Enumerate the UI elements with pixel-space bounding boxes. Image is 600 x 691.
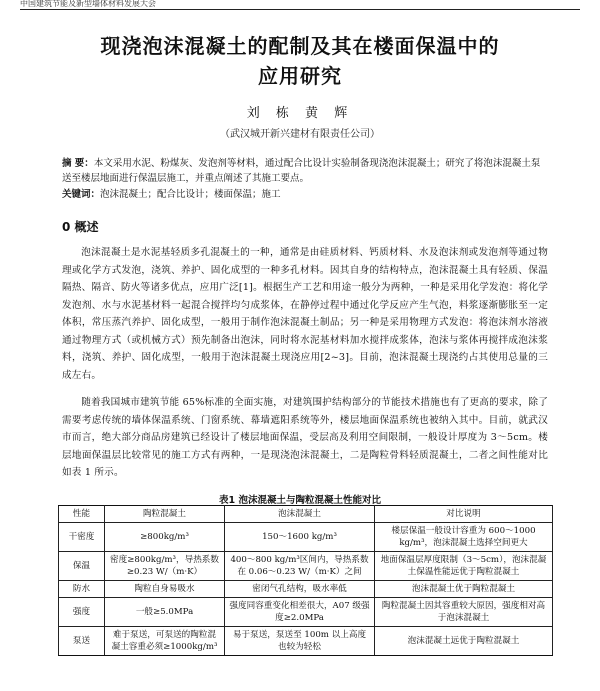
authors: 刘 栋 黄 辉: [246, 106, 354, 121]
table-row: [59, 581, 553, 598]
table-cell: 陶粒自身易吸水: [105, 581, 225, 598]
keywords-text: 泡沫混凝土；配合比设计；楼面保温；施工: [100, 189, 281, 200]
running-header: 中国建筑节能及新型墙体材料发展大会: [20, 0, 580, 10]
table-cell: 强度: [59, 598, 105, 627]
table-header-cell: 泡沫混凝土: [225, 506, 375, 523]
paper-title-line2: 应用研究: [258, 64, 342, 88]
table-cell: 一般≥5.0MPa: [105, 598, 225, 627]
table-cell: 400～800 kg/m³区间内，导热系数在 0.06～0.23 W/（m·K）之间: [225, 552, 375, 581]
table-header-cell: 对比说明: [375, 506, 553, 523]
table-header-row: [59, 506, 553, 523]
table-header-cell: 性能: [59, 506, 105, 523]
table-cell: 易于泵送，泵送至 100m 以上高度也较为轻松: [225, 627, 375, 656]
table-cell: 楼层保温一般设计容重为 600～1000 kg/m³，泡沫混凝土选择空间更大: [375, 523, 553, 552]
table-caption: 表1 泡沫混凝土与陶粒混凝土性能对比: [219, 495, 381, 506]
paper-title-line1: 现浇泡沫混凝土的配制及其在楼面保温中的: [100, 34, 500, 58]
abstract-text: 本文采用水泥、粉煤灰、发泡剂等材料，通过配合比设计实验制备现浇泡沫混凝土；研究了将泡沫混凝土泵送至楼层地面进行保温层施工，并重点阐述了其施工要点。: [62, 158, 541, 184]
table-cell: ≥800kg/m³: [105, 523, 225, 552]
table-row: [59, 627, 553, 656]
table-cell: 防水: [59, 581, 105, 598]
keywords: [62, 187, 548, 202]
table-cell: 泵送: [59, 627, 105, 656]
affiliation: （武汉城开新兴建材有限责任公司）: [220, 129, 380, 140]
table-row: [59, 552, 553, 581]
table-header-cell: 陶粒混凝土: [105, 506, 225, 523]
table-cell: 密度≥800kg/m³，导热系数≥0.23 W/（m·K）: [105, 552, 225, 581]
abstract: [62, 156, 548, 186]
paragraph-2: 随着我国城市建筑节能 65%标准的全面实施，对建筑围护结构部分的节能技术措施也有了更高的要求，除了需要考虑传统的墙体保温系统、门窗系统、幕墙遮阳系统等外，楼层地面保温系统也被纳入其中。目前，就武汉市而言，绝大部分商品房建筑已经设计了楼层地面保温，受层高及利用空间限制，一般设计厚度为 3～5cm。楼层地面保温层比较常见的施工方式有两种，一是现浇泡沫混凝土，二是陶粒骨料轻质混凝土，二者之间性能对比如表 1 所示。: [62, 397, 548, 478]
table-cell: 干密度: [59, 523, 105, 552]
comparison-table: [58, 505, 553, 656]
table-row: [59, 523, 553, 552]
table-cell: 难于泵送，可泵送的陶粒混凝土容重必须≥1000kg/m³: [105, 627, 225, 656]
table-cell: 泡沫混凝土优于陶粒混凝土: [375, 581, 553, 598]
table-cell: 保温: [59, 552, 105, 581]
paragraph-1: 泡沫混凝土是水泥基轻质多孔混凝土的一种，通常是由硅质材料、钙质材料、水及泡沫剂或发泡剂等通过物理或化学方式发泡，浇筑、养护、固化成型的一种多孔材料。因其自身的结构特点，泡沫混凝土具有轻质、保温隔热、隔音、防火等诸多优点，应用广泛[1]。根据生产工艺和用途一般分为两种，一种是采用化学发泡：将化学发泡剂、水与水泥基材料一起混合搅拌均匀成浆体，在静停过程中通过化学反应产生气泡，料浆逐渐膨胀至一定体积，常压蒸汽养护、固化成型，一般用于制作泡沫混凝土制品；另一种是采用物理方式发泡：将泡沫剂水溶液通过物理方式（或机械方式）预先制备出泡沫，同时将水泥基材料加水搅拌成浆体，泡沫与浆体再搅拌成泡沫浆料，浇筑、养护、固化成型，一般用于泡沫混凝土现浇应用[2~3]。目前，泡沫混凝土现浇约占其使用总量的三成左右。: [62, 247, 548, 381]
table-cell: 密闭气孔结构，吸水率低: [225, 581, 375, 598]
table-cell: 150～1600 kg/m³: [225, 523, 375, 552]
table-cell: 陶粒混凝土因其容重较大原因，强度相对高于泡沫混凝土: [375, 598, 553, 627]
table-cell: 地面保温层厚度限制（3～5cm），泡沫混凝土保温性能远优于陶粒混凝土: [375, 552, 553, 581]
table-cell: 泡沫混凝土远优于陶粒混凝土: [375, 627, 553, 656]
section-title: 0 概述: [62, 220, 99, 234]
keywords-label: 关键词：: [62, 189, 101, 200]
table-row: [59, 598, 553, 627]
table-cell: 强度同容重变化相差很大，A07 级强度≥2.0MPa: [225, 598, 375, 627]
abstract-label: 摘 要：: [62, 158, 94, 169]
